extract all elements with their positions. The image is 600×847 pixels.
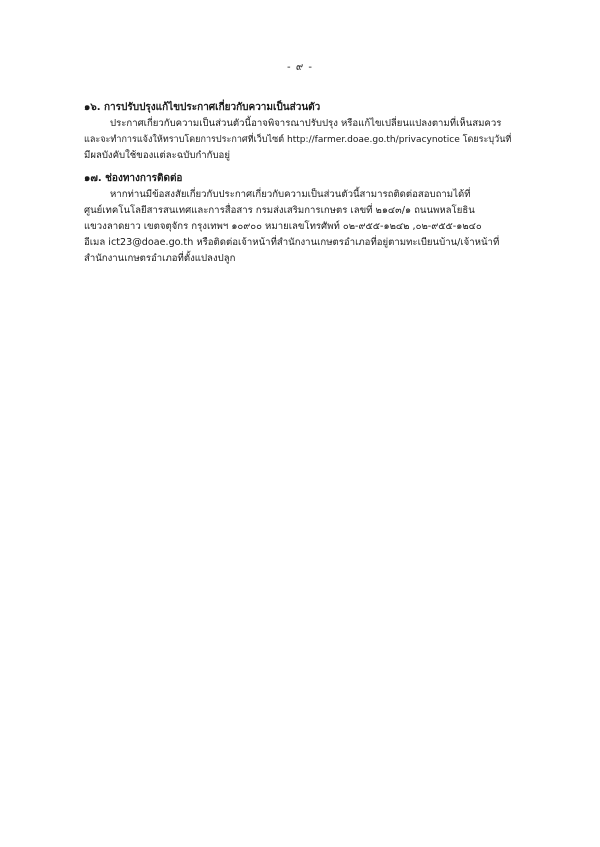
paragraph-line: อีเมล ict23@doae.go.th หรือติดต่อเจ้าหน้าที่สำนักงานเกษตรอำเภอที่อยู่ตามทะเบียนบ้าน/เจ้าหน้าที่ (84, 237, 500, 248)
section-paragraph (84, 116, 516, 164)
paragraph-line: ศูนย์เทคโนโลยีสารสนเทศและการสื่อสาร กรมส่งเสริมการเกษตร เลขที่ ๒๑๔๓/๑ ถนนพหลโยธิน (84, 205, 475, 216)
paragraph-line: หากท่านมีข้อสงสัยเกี่ยวกับประกาศเกี่ยวกับความเป็นส่วนตัวนี้สามารถติดต่อสอบถามได้ที่ (110, 189, 471, 200)
section-paragraph (84, 187, 516, 267)
paragraph-line: และจะทำการแจ้งให้ทราบโดยการประกาศที่เว็บไซต์ http://farmer.doae.go.th/privacynotice โดยระบุวันที่ (84, 135, 512, 145)
page-number: - ๙ - (287, 62, 313, 73)
section-privacy-notice-updates (84, 100, 516, 164)
paragraph-line: ประกาศเกี่ยวกับความเป็นส่วนตัวนี้อาจพิจารณาปรับปรุง หรือแก้ไขเปลี่ยนแปลงตามที่เห็นสมควร (110, 118, 502, 129)
section-contact-channels (84, 171, 516, 267)
paragraph-line: มีผลบังคับใช้ของแต่ละฉบับกำกับอยู่ (84, 150, 230, 161)
section-heading: ๑๗. ช่องทางการติดต่อ (84, 173, 183, 184)
paragraph-line: สำนักงานเกษตรอำเภอที่ตั้งแปลงปลูก (84, 253, 236, 264)
paragraph-line: แขวงลาดยาว เขตจตุจักร กรุงเทพฯ ๑๐๙๐๐ หมายเลขโทรศัพท์ ๐๒-๙๕๕-๑๒๔๒ ,๐๒-๙๕๕-๑๒๔๐ (84, 221, 482, 232)
section-heading: ๑๖. การปรับปรุงแก้ไขประกาศเกี่ยวกับความเป็นส่วนตัว (84, 102, 321, 113)
